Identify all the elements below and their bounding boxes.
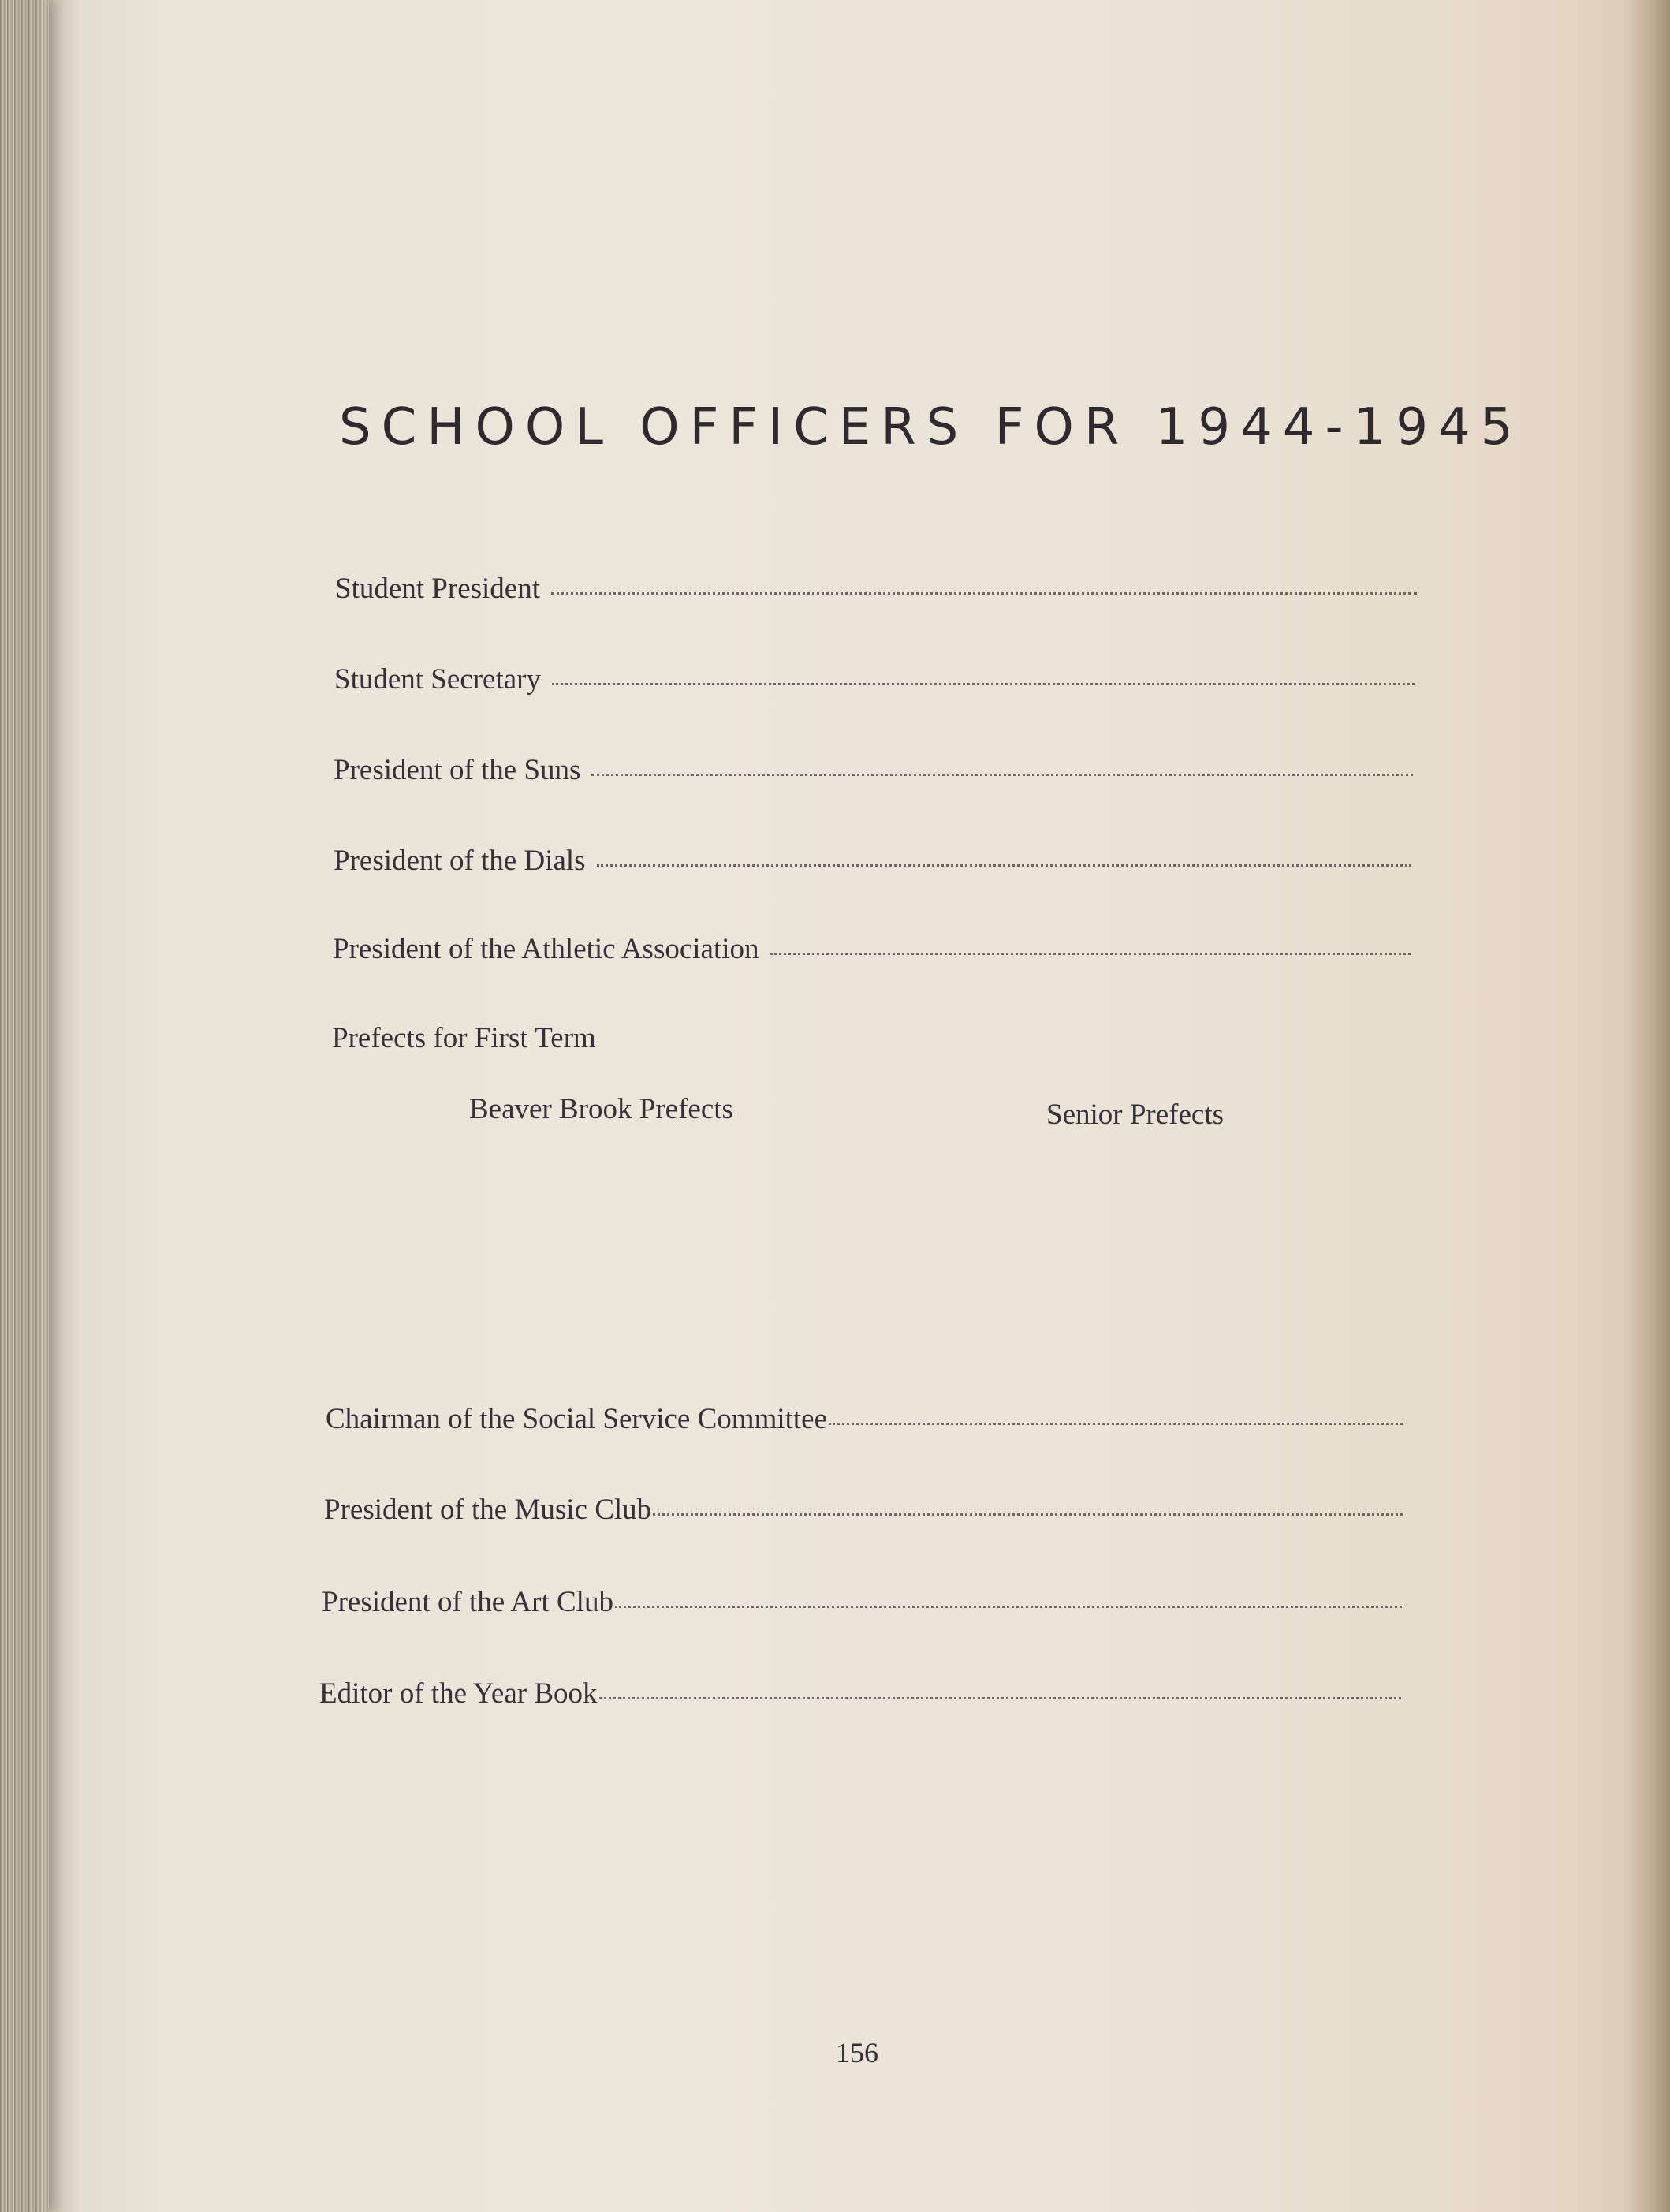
page-title: SCHOOL OFFICERS FOR 1944-1945 bbox=[339, 398, 1523, 457]
dotted-leader bbox=[615, 1606, 1402, 1608]
office-label: Student Secretary bbox=[334, 663, 541, 696]
dotted-leader bbox=[552, 683, 1415, 685]
dotted-leader bbox=[653, 1513, 1403, 1516]
office-label: Editor of the Year Book bbox=[319, 1677, 598, 1710]
office-row bbox=[334, 753, 1413, 787]
office-row bbox=[326, 1402, 1403, 1436]
beaver-brook-prefects-heading: Beaver Brook Prefects bbox=[469, 1093, 733, 1125]
dotted-leader bbox=[599, 1697, 1402, 1699]
senior-prefects-heading: Senior Prefects bbox=[1046, 1099, 1225, 1131]
dotted-leader bbox=[770, 953, 1411, 955]
dotted-leader bbox=[591, 774, 1413, 776]
page-number: 156 bbox=[836, 2037, 878, 2068]
office-label: President of the Suns bbox=[334, 754, 581, 786]
office-label: President of the Music Club bbox=[324, 1494, 652, 1526]
office-row bbox=[324, 1493, 1403, 1527]
office-row bbox=[322, 1585, 1402, 1619]
prefects-heading: Prefects for First Term bbox=[332, 1022, 596, 1054]
office-row bbox=[335, 572, 1417, 606]
page-edge-shadow bbox=[49, 0, 80, 2212]
office-row bbox=[334, 844, 1411, 878]
office-row bbox=[333, 932, 1411, 966]
dotted-leader bbox=[829, 1423, 1403, 1425]
office-label: Student President bbox=[335, 573, 541, 605]
office-row bbox=[319, 1677, 1401, 1710]
dotted-leader bbox=[597, 864, 1411, 867]
page-edge-stack bbox=[0, 0, 49, 2212]
office-label: Chairman of the Social Service Committee bbox=[326, 1403, 828, 1435]
binding-shadow bbox=[1623, 0, 1670, 2212]
office-label: President of the Dials bbox=[334, 845, 586, 877]
office-label: President of the Athletic Association bbox=[333, 933, 759, 965]
office-row bbox=[334, 662, 1415, 696]
office-label: President of the Art Club bbox=[322, 1586, 613, 1618]
dotted-leader bbox=[551, 592, 1417, 595]
